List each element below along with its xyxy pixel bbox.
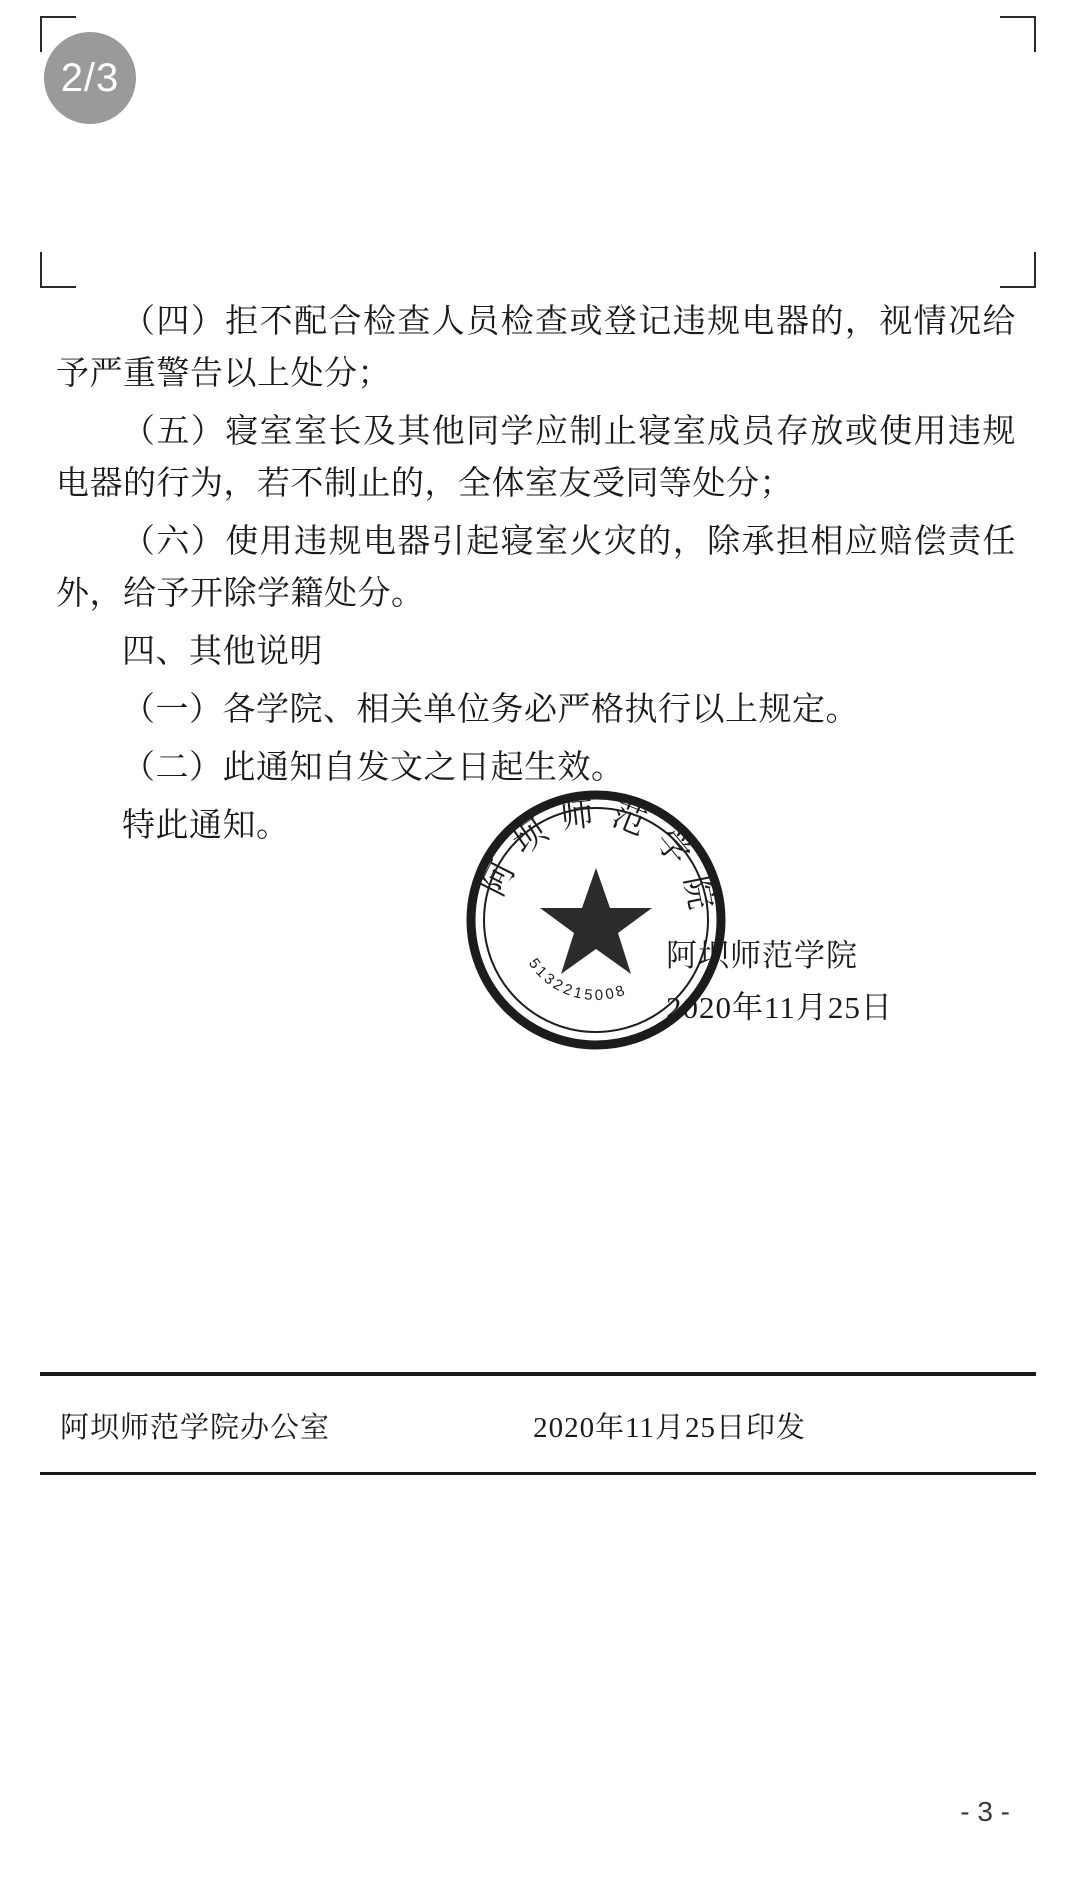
- svg-text:5132215008: 5132215008: [525, 955, 630, 1005]
- svg-text:阿坝师范学院: 阿坝师范学院: [475, 795, 722, 927]
- crop-mark-top-left: [40, 16, 76, 52]
- signature-date: 2020年11月25日: [666, 990, 893, 1025]
- document-footer: [40, 1390, 1036, 1460]
- paragraph-item-4: （四）拒不配合检查人员检查或登记违规电器的，视情况给予严重警告以上处分；: [56, 304, 1016, 392]
- footer-rule-bottom: [40, 1472, 1036, 1475]
- footer-rule-top: [40, 1372, 1036, 1376]
- page-number: - 3 -: [960, 1796, 1010, 1827]
- paragraph-other-1: （一）各学院、相关单位务必严格执行以上规定。: [122, 692, 859, 728]
- section-heading-four: 四、其他说明: [122, 634, 323, 670]
- paragraph-item-5: （五）寝室室长及其他同学应制止寝室成员存放或使用违规电器的行为，若不制止的，全体室友受同等处分；: [56, 414, 1016, 502]
- crop-mark-middle-right: [1000, 252, 1036, 288]
- paragraph-item-6: （六）使用违规电器引起寝室火灾的，除承担相应赔偿责任外，给予开除学籍处分。: [56, 524, 1016, 612]
- document-body: [56, 296, 1016, 858]
- paragraph-closing: 特此通知。: [122, 808, 290, 844]
- page-indicator-badge: 2/3: [44, 32, 136, 124]
- footer-issue-date: 2020年11月25日印发: [533, 1411, 806, 1444]
- footer-issuer: 阿坝师范学院办公室: [60, 1411, 331, 1444]
- signature-block: [576, 930, 976, 1034]
- paragraph-other-2: （二）此通知自发文之日起生效。: [122, 750, 625, 786]
- signature-organization: 阿坝师范学院: [666, 938, 858, 973]
- crop-mark-middle-left: [40, 252, 76, 288]
- crop-mark-top-right: [1000, 16, 1036, 52]
